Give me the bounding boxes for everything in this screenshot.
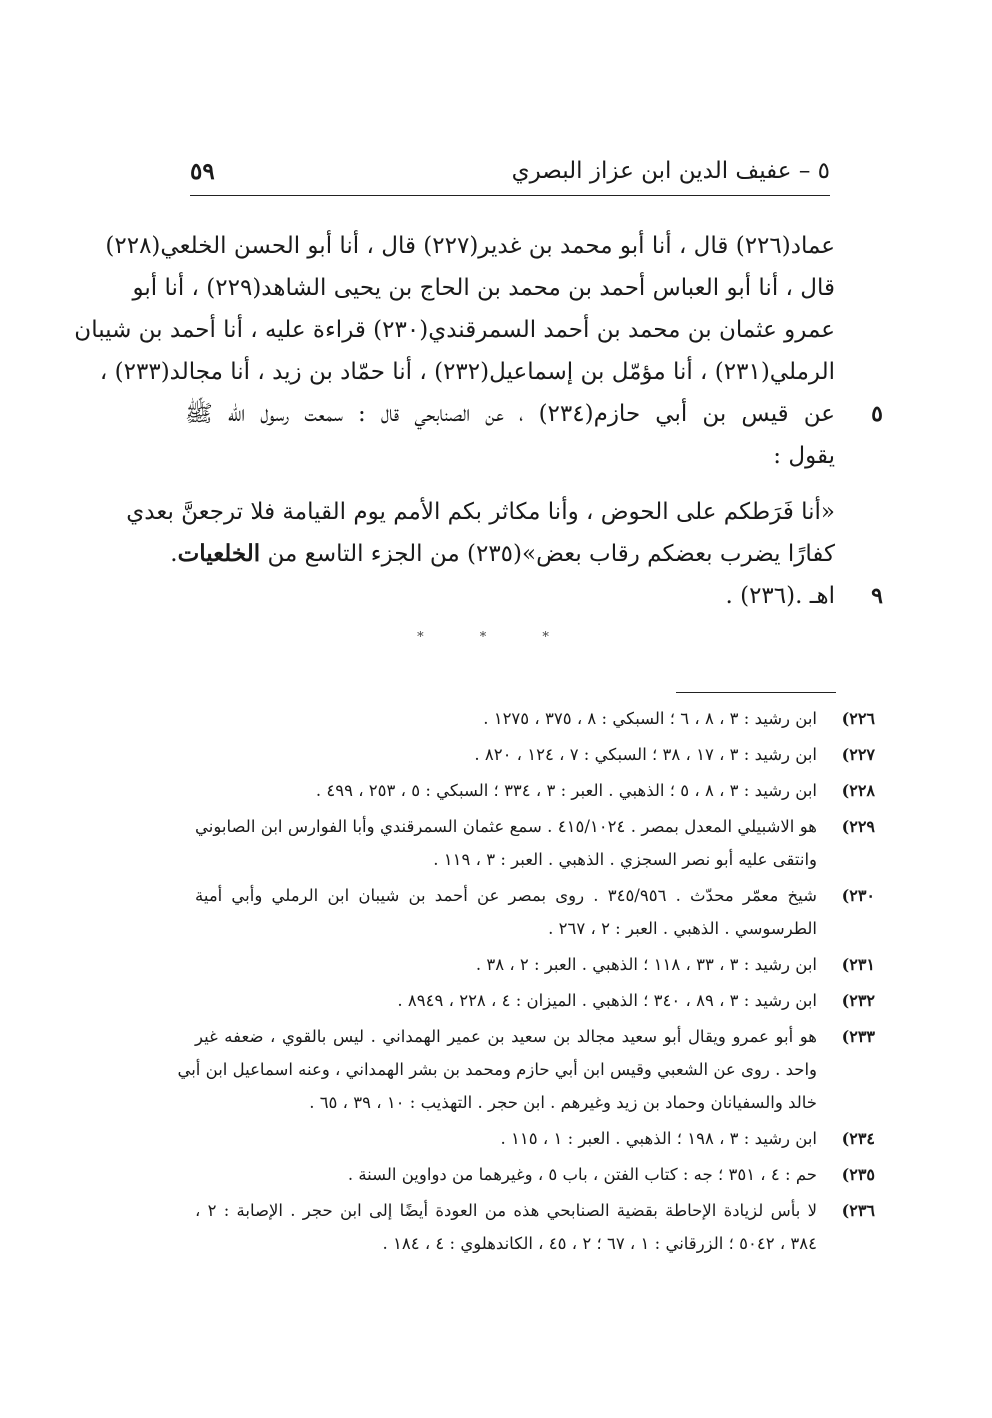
footnote [195,810,875,876]
line-text: «أنا فَرَطكم على الحوض ، وأنا مكاثر بكم الأمم يوم القيامة فلا ترجعنَّ بعدي [126,499,835,525]
footnote-line: حم : ٤ ، ٣٥١ ؛ جه : كتاب الفتن ، باب ٥ ، وغيرهما من دواوين السنة . [347,1165,817,1184]
footnote [195,948,875,981]
footnote-number: ٢٢٩) [841,817,875,836]
footnote-line: الطرسوسي . الذهبي . العبر : ٢ ، ٢٦٧ . [548,919,817,938]
footnote-number: ٢٢٧) [841,745,875,764]
footnote [195,1194,875,1260]
footnote [195,738,875,771]
text-line [74,309,835,351]
footnote-number: ٢٣٢) [841,991,875,1010]
paragraph-gap [185,477,835,491]
footnote-line: واحد . روى عن الشعبي وقيس ابن أبي حازم ومحمد بن بشر الهمداني ، وعنه اسماعيل ابن أبي [177,1060,817,1079]
text-line [185,435,835,477]
footnote-line: وانتقى عليه أبو نصر السجزي . الذهبي . العبر : ٣ ، ١١٩ . [433,850,817,869]
quote-line [126,491,835,533]
running-header [190,150,830,190]
footnote [195,984,875,1017]
line-end: . [170,541,178,567]
text-line [185,393,883,435]
footnote-number: ٢٣١) [841,955,875,974]
footnote-line: ابن رشيد : ٣ ، ١٧ ، ٣٨ ؛ السبكي : ٧ ، ١٢٤ ، ٨٢٠ . [474,745,817,764]
footnote-line: هو الاشبيلي المعدل بمصر . ٤١٥/١٠٢٤ . سمع عثمان السمرقندي وأبا الفوارس ابن الصابوني [195,817,817,836]
line-text: كفارًا يضرب بعضكم رقاب بعض»(٢٣٥) من الجزء التاسع من [267,541,835,567]
line-number: ٩ [871,583,883,609]
header-rule [190,195,830,196]
footnote-number: ٢٣٦) [841,1201,875,1220]
line-text: عمرو عثمان بن محمد بن أحمد السمرقندي(٢٣٠) قراءة عليه ، أنا أحمد بن شيبان [74,317,835,343]
footnotes [177,702,875,1263]
text-line [132,267,835,309]
footnote-number: ٢٢٦) [841,709,875,728]
footnote-line: ٣٨٤ ، ٥٠٤٢ ؛ الزرقاني : ١ ، ٦٧ ؛ ٢ ، ٤٥ ، الكاندهلوي : ٤ ، ١٨٤ . [382,1234,817,1253]
footnote-line: ابن رشيد : ٣ ، ٨ ، ٦ ؛ السبكي : ٨ ، ٣٧٥ ، ١٢٧٥ . [483,709,817,728]
line-text: يقول : [773,443,835,469]
footnote-number: ٢٣٠) [841,886,875,905]
footnote-line: ابن رشيد : ٣ ، ١٩٨ ؛ الذهبي . العبر : ١ ، ١١٥ . [500,1129,817,1148]
line-text: عن قيس بن أبي حازم(٢٣٤) ، عن الصنابحي قال : سمعت رسول الله ﷺ [185,401,835,427]
footnote [195,774,875,807]
footnote-number: ٢٣٥) [841,1165,875,1184]
footnote-line: ابن رشيد : ٣ ، ٨ ، ٥ ؛ الذهبي . العبر : ٣ ، ٣٣٤ ؛ السبكي : ٥ ، ٢٥٣ ، ٤٩٩ . [315,781,817,800]
footnote-line: خالد والسفيانان وحماد بن زيد وغيرهم . ابن حجر . التهذيب : ١٠ ، ٣٩ ، ٦٥ . [309,1093,817,1112]
footnote-rule [676,692,836,693]
footnote-number: ٢٣٤) [841,1129,875,1148]
footnote [195,1122,875,1155]
page-number: ٥٩ [190,158,215,185]
footnote-line: ابن رشيد : ٣ ، ٣٣ ، ١١٨ ؛ الذهبي . العبر : ٢ ، ٣٨ . [475,955,817,974]
quote-line [170,533,835,575]
footnote [177,1020,875,1119]
line-text: قال ، أنا أبو العباس أحمد بن محمد بن الحاج بن يحيى الشاهد(٢٢٩) ، أنا أبو [132,275,835,301]
footnote-number: ٢٣٣) [841,1027,875,1046]
footnote-number: ٢٢٨) [841,781,875,800]
quote-line [185,575,883,617]
footnote-line: شيخ معمّر محدّث . ٣٤٥/٩٥٦ . روى بمصر عن أحمد بن شيبان ابن الرملي وأبي أمية [195,886,817,905]
footnote [195,879,875,945]
footnote-line: لا بأس لزيادة الإحاطة بقضية الصنابحي هذه من العودة أيضًا إلى ابن حجر . الإصابة : ٢ ، [195,1201,817,1220]
line-text: اهـ .(٢٣٦) . [725,583,835,609]
footnote-line: ابن رشيد : ٣ ، ٨٩ ، ٣٤٠ ؛ الذهبي . الميزان : ٤ ، ٢٢٨ ، ٨٩٤٩ . [397,991,817,1010]
footnote [195,1158,875,1191]
text-line [105,225,835,267]
chapter-title: ٥ – عفيف الدين ابن عزاز البصري [511,158,830,184]
footnote-line: هو أبو عمرو ويقال أبو سعيد مجالد بن سعيد بن عمير الهمداني . ليس بالقوي ، ضعفه غير [195,1027,817,1046]
line-text: الرملي(٢٣١) ، أنا مؤمّل بن إسماعيل(٢٣٢) ، أنا حمّاد بن زيد ، أنا مجالد(٢٣٣) ، [99,359,835,385]
line-number: ٥ [871,401,883,427]
footnote [195,702,875,735]
line-text: عماد(٢٢٦) قال ، أنا أبو محمد بن غدير(٢٢٧) قال ، أنا أبو الحسن الخلعي(٢٢٨) [105,233,835,259]
main-text [74,225,883,617]
source-title: الخلعيات [177,540,261,567]
section-separator: * * * [417,630,575,645]
text-line [99,351,835,393]
